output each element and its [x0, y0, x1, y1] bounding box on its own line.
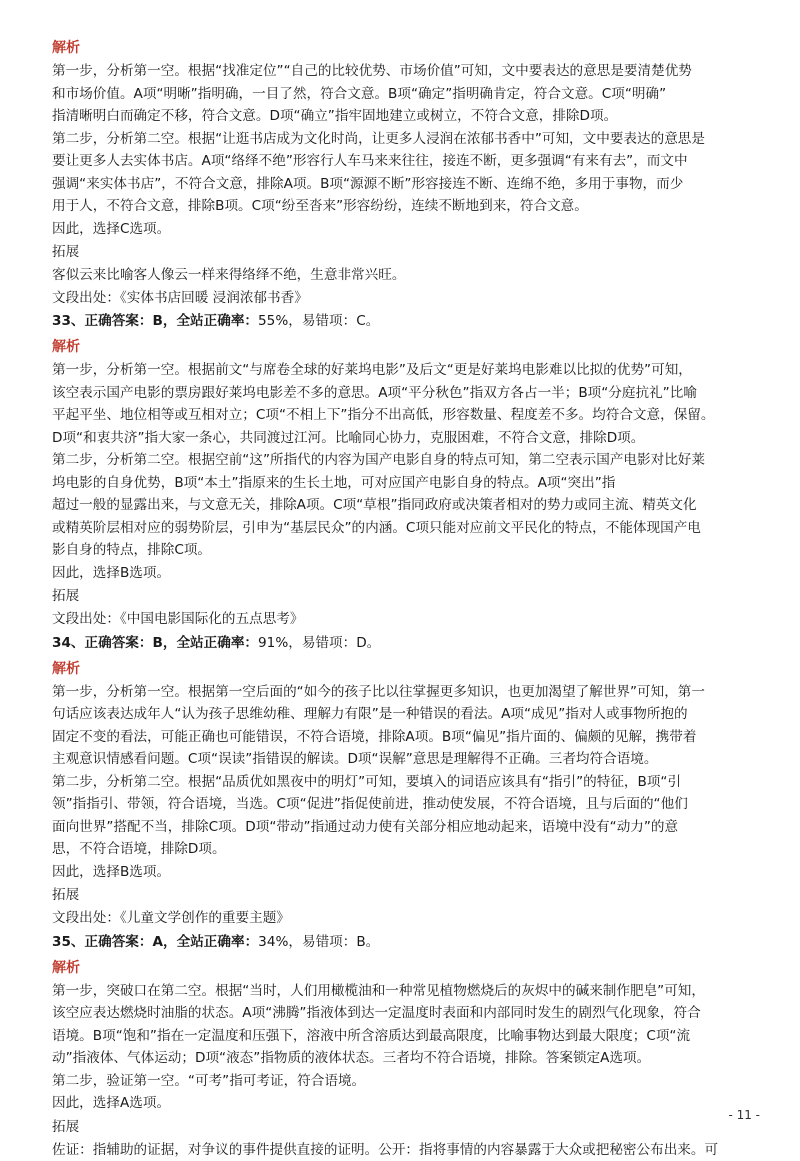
analysis-line: 第一步，分析第一空。根据“找准定位”“自己的比较优势、市场价值”可知，文中要表达的意思是要清楚优势 [52, 60, 758, 83]
question-block-35 [52, 930, 758, 1161]
analysis-line: 主观意识情感看问题。C项“误读”指错误的解读。D项“误解”意思是理解得不正确。三者均符合语境。 [52, 748, 758, 771]
analysis-line: 面向世界”搭配不当，排除C项。D项“带动”指通过动力使有关部分相应地动起来，语境中没有“动力”的意 [52, 816, 758, 839]
analysis-line: 坞电影的自身优势，B项“本土”指原来的生长土地，可对应国产电影自身的特点。A项“突出”指 [52, 472, 758, 495]
answer-value: A，全站正确率： [152, 934, 258, 950]
analysis-heading: 解析 [52, 956, 758, 980]
analysis-line: 第一步，分析第一空。根据第一空后面的“如今的孩子比以往掌握更多知识，也更加渴望了解世界”可知，第一 [52, 681, 758, 704]
analysis-line: 因此，选择C选项。 [52, 218, 758, 241]
extension-line: 文段出处：《中国电影国际化的五点思考》 [52, 608, 758, 631]
analysis-line: 要让更多人去实体书店。A项“络绎不绝”形容行人车马来来往往，接连不断，更多强调“有来有去”，而文中 [52, 150, 758, 173]
analysis-line: 超过一般的显露出来，与文意无关，排除A项。C项“草根”指同政府或决策者相对的势力或同主流、精英文化 [52, 494, 758, 517]
answer-line [52, 930, 758, 954]
extension-heading: 拓展 [52, 1115, 758, 1139]
analysis-line: 领”指指引、带领，符合语境，当选。C项“促进”指促使前进，推动使发展，不符合语境，且与后面的“他们 [52, 793, 758, 816]
analysis-line: 因此，选择B选项。 [52, 861, 758, 884]
analysis-line: 该空应表达燃烧时油脂的状态。A项“沸腾”指液体到达一定温度时表面和内部同时发生的剧烈气化现象，符合 [52, 1002, 758, 1025]
analysis-line: 动”指液体、气体运动；D项“液态”指物质的液体状态。三者均不符合语境，排除。答案锁定A选项。 [52, 1047, 758, 1070]
analysis-line: 指清晰明白而确定不移，符合文意。D项“确立”指牢固地建立或树立，不符合文意，排除D项。 [52, 105, 758, 128]
answer-value: B，全站正确率： [152, 313, 258, 329]
analysis-line: 第二步，分析第二空。根据“品质优如黑夜中的明灯”可知，要填入的词语应该具有“指引”的特征，B项“引 [52, 771, 758, 794]
analysis-line: 第二步，分析第二空。根据“让逛书店成为文化时尚，让更多人浸润在浓郁书香中”可知，文中要表达的意思是 [52, 128, 758, 151]
analysis-line: 该空表示国产电影的票房跟好莱坞电影差不多的意思。A项“平分秋色”指双方各占一半；B项“分庭抗礼”比喻 [52, 382, 758, 405]
answer-rest: 34%，易错项：B。 [258, 934, 379, 950]
extension-heading: 拓展 [52, 883, 758, 907]
extension-line: 文段出处：《实体书店回暖 浸润浓郁书香》 [52, 287, 758, 310]
analysis-line: 第二步，验证第一空。“可考”指可考证，符合语境。 [52, 1070, 758, 1093]
answer-prefix: 33、正确答案： [52, 313, 152, 329]
analysis-line: 第一步，分析第一空。根据前文“与席卷全球的好莱坞电影”及后文“更是好莱坞电影难以比拟的优势”可知， [52, 359, 758, 382]
question-block-32 [52, 36, 758, 309]
analysis-line: 或精英阶层相对应的弱势阶层，引申为“基层民众”的内涵。C项只能对应前文平民化的特点，不能体现国产电 [52, 517, 758, 540]
analysis-line: 影自身的特点，排除C项。 [52, 539, 758, 562]
analysis-line: D项“和衷共济”指大家一条心，共同渡过江河。比喻同心协力，克服困难，不符合文意，排除D项。 [52, 427, 758, 450]
analysis-heading: 解析 [52, 335, 758, 359]
answer-line [52, 309, 758, 333]
extension-line: 佐证：指辅助的证据，对争议的事件提供直接的证明。公开：指将事情的内容暴露于大众或把秘密公布出来。可 [52, 1139, 758, 1161]
extension-line: 客似云来比喻客人像云一样来得络绎不绝，生意非常兴旺。 [52, 264, 758, 287]
answer-prefix: 34、正确答案： [52, 635, 152, 651]
analysis-line: 句话应该表达成年人“认为孩子思维幼稚、理解力有限”是一种错误的看法。A项“成见”指对人或事物所抱的 [52, 703, 758, 726]
answer-value: B，全站正确率： [152, 635, 258, 651]
analysis-line: 因此，选择A选项。 [52, 1092, 758, 1115]
answer-line [52, 631, 758, 655]
analysis-line: 强调“来实体书店”，不符合文意，排除A项。B项“源源不断”形容接连不断、连绵不绝，多用于事物，而少 [52, 173, 758, 196]
page-number: - 11 - [728, 1108, 760, 1122]
answer-rest: 91%，易错项：D。 [258, 635, 380, 651]
analysis-heading: 解析 [52, 657, 758, 681]
question-block-34 [52, 631, 758, 930]
analysis-heading: 解析 [52, 36, 758, 60]
extension-heading: 拓展 [52, 240, 758, 264]
analysis-line: 因此，选择B选项。 [52, 562, 758, 585]
analysis-line: 平起平坐、地位相等或互相对立；C项“不相上下”指分不出高低，形容数量、程度差不多。均符合文意，保留。 [52, 404, 758, 427]
answer-rest: 55%，易错项：C。 [258, 313, 379, 329]
question-block-33 [52, 309, 758, 631]
analysis-line: 第一步，突破口在第二空。根据“当时，人们用橄榄油和一种常见植物燃烧后的灰烬中的碱来制作肥皂”可知， [52, 980, 758, 1003]
extension-heading: 拓展 [52, 584, 758, 608]
analysis-line: 用于人，不符合文意，排除B项。C项“纷至沓来”形容纷纷，连续不断地到来，符合文意。 [52, 195, 758, 218]
analysis-line: 第二步，分析第二空。根据空前“这”所指代的内容为国产电影自身的特点可知，第二空表示国产电影对比好莱 [52, 449, 758, 472]
extension-line: 文段出处：《儿童文学创作的重要主题》 [52, 907, 758, 930]
analysis-line: 思，不符合语境，排除D项。 [52, 838, 758, 861]
answer-prefix: 35、正确答案： [52, 934, 152, 950]
analysis-line: 固定不变的看法，可能正确也可能错误，不符合语境，排除A项。B项“偏见”指片面的、偏颇的见解，携带着 [52, 726, 758, 749]
analysis-line: 和市场价值。A项“明晰”指明确，一目了然，符合文意。B项“确定”指明确肯定，符合文意。C项“明确” [52, 83, 758, 106]
analysis-line: 语境。B项“饱和”指在一定温度和压强下，溶液中所含溶质达到最高限度，比喻事物达到最大限度；C项“流 [52, 1025, 758, 1048]
